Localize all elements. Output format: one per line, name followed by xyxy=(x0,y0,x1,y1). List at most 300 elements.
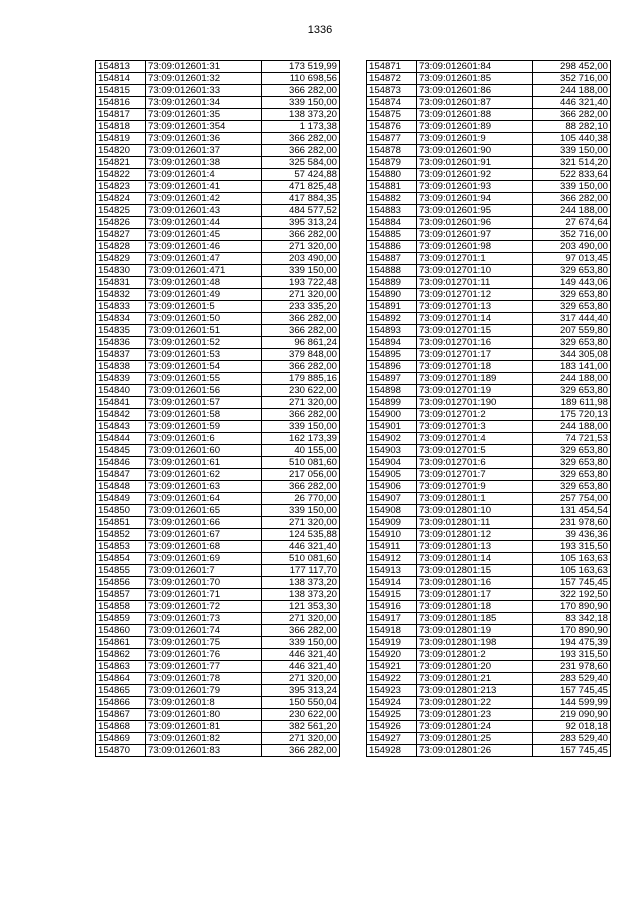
row-number: 154815 xyxy=(96,85,146,97)
table-row xyxy=(367,301,611,313)
row-number: 154873 xyxy=(367,85,417,97)
row-number: 154900 xyxy=(367,409,417,421)
cadastral-value: 329 653,80 xyxy=(533,289,611,301)
cadastral-value: 203 490,00 xyxy=(533,241,611,253)
row-number: 154910 xyxy=(367,529,417,541)
cadastral-value: 92 018,18 xyxy=(533,721,611,733)
cadastral-number: 73:09:012701:1 xyxy=(417,253,533,265)
table-row xyxy=(367,121,611,133)
row-number: 154851 xyxy=(96,517,146,529)
cadastral-value: 322 192,50 xyxy=(533,589,611,601)
cadastral-number: 73:09:012601:81 xyxy=(146,721,262,733)
table-row xyxy=(96,325,340,337)
cadastral-number: 73:09:012601:58 xyxy=(146,409,262,421)
cadastral-value: 96 861,24 xyxy=(262,337,340,349)
register-table-right xyxy=(366,60,611,757)
cadastral-value: 366 282,00 xyxy=(262,145,340,157)
cadastral-value: 170 890,90 xyxy=(533,601,611,613)
table-row xyxy=(367,349,611,361)
cadastral-number: 73:09:012701:14 xyxy=(417,313,533,325)
table-row xyxy=(96,265,340,277)
table-row xyxy=(367,109,611,121)
cadastral-number: 73:09:012801:23 xyxy=(417,709,533,721)
row-number: 154829 xyxy=(96,253,146,265)
cadastral-number: 73:09:012601:72 xyxy=(146,601,262,613)
cadastral-value: 379 848,00 xyxy=(262,349,340,361)
cadastral-number: 73:09:012701:17 xyxy=(417,349,533,361)
cadastral-number: 73:09:012601:50 xyxy=(146,313,262,325)
table-row xyxy=(367,733,611,745)
cadastral-number: 73:09:012601:92 xyxy=(417,169,533,181)
cadastral-number: 73:09:012801:15 xyxy=(417,565,533,577)
cadastral-value: 271 320,00 xyxy=(262,289,340,301)
table-row xyxy=(96,745,340,757)
row-number: 154876 xyxy=(367,121,417,133)
cadastral-value: 39 436,36 xyxy=(533,529,611,541)
cadastral-value: 366 282,00 xyxy=(533,109,611,121)
table-row xyxy=(96,445,340,457)
cadastral-value: 244 188,00 xyxy=(533,373,611,385)
cadastral-value: 230 622,00 xyxy=(262,709,340,721)
row-number: 154864 xyxy=(96,673,146,685)
cadastral-value: 271 320,00 xyxy=(262,673,340,685)
row-number: 154885 xyxy=(367,229,417,241)
table-row xyxy=(96,589,340,601)
row-number: 154839 xyxy=(96,373,146,385)
cadastral-value: 283 529,40 xyxy=(533,673,611,685)
row-number: 154912 xyxy=(367,553,417,565)
cadastral-number: 73:09:012601:45 xyxy=(146,229,262,241)
cadastral-value: 339 150,00 xyxy=(262,505,340,517)
row-number: 154917 xyxy=(367,613,417,625)
row-number: 154920 xyxy=(367,649,417,661)
row-number: 154889 xyxy=(367,277,417,289)
cadastral-number: 73:09:012601:68 xyxy=(146,541,262,553)
cadastral-number: 73:09:012601:56 xyxy=(146,385,262,397)
cadastral-number: 73:09:012801:13 xyxy=(417,541,533,553)
table-row xyxy=(96,601,340,613)
row-number: 154886 xyxy=(367,241,417,253)
cadastral-value: 193 315,50 xyxy=(533,649,611,661)
table-row xyxy=(96,253,340,265)
row-number: 154893 xyxy=(367,325,417,337)
table-row xyxy=(367,709,611,721)
cadastral-value: 74 721,53 xyxy=(533,433,611,445)
row-number: 154837 xyxy=(96,349,146,361)
cadastral-number: 73:09:012601:76 xyxy=(146,649,262,661)
row-number: 154922 xyxy=(367,673,417,685)
row-number: 154875 xyxy=(367,109,417,121)
cadastral-number: 73:09:012801:18 xyxy=(417,601,533,613)
cadastral-value: 131 454,54 xyxy=(533,505,611,517)
row-number: 154840 xyxy=(96,385,146,397)
row-number: 154818 xyxy=(96,121,146,133)
row-number: 154835 xyxy=(96,325,146,337)
page-number: 1336 xyxy=(307,24,333,36)
row-number: 154853 xyxy=(96,541,146,553)
cadastral-number: 73:09:012601:55 xyxy=(146,373,262,385)
cadastral-number: 73:09:012601:5 xyxy=(146,301,262,313)
cadastral-number: 73:09:012701:9 xyxy=(417,481,533,493)
row-number: 154822 xyxy=(96,169,146,181)
table-row xyxy=(96,409,340,421)
table-row xyxy=(96,373,340,385)
table-row xyxy=(96,469,340,481)
cadastral-value: 471 825,48 xyxy=(262,181,340,193)
table-row xyxy=(96,385,340,397)
row-number: 154861 xyxy=(96,637,146,649)
cadastral-value: 329 653,80 xyxy=(533,265,611,277)
row-number: 154881 xyxy=(367,181,417,193)
table-row xyxy=(367,193,611,205)
row-number: 154814 xyxy=(96,73,146,85)
table-row xyxy=(367,325,611,337)
table-row xyxy=(96,73,340,85)
cadastral-number: 73:09:012701:15 xyxy=(417,325,533,337)
cadastral-value: 329 653,80 xyxy=(533,481,611,493)
table-row xyxy=(367,205,611,217)
table-row xyxy=(96,733,340,745)
cadastral-value: 183 141,00 xyxy=(533,361,611,373)
cadastral-value: 484 577,52 xyxy=(262,205,340,217)
table-row xyxy=(96,397,340,409)
row-number: 154872 xyxy=(367,73,417,85)
table-row xyxy=(367,589,611,601)
row-number: 154841 xyxy=(96,397,146,409)
row-number: 154926 xyxy=(367,721,417,733)
table-row xyxy=(367,337,611,349)
cadastral-value: 366 282,00 xyxy=(262,625,340,637)
table-row xyxy=(96,613,340,625)
cadastral-value: 329 653,80 xyxy=(533,385,611,397)
row-number: 154819 xyxy=(96,133,146,145)
cadastral-value: 1 173,38 xyxy=(262,121,340,133)
row-number: 154856 xyxy=(96,577,146,589)
cadastral-value: 446 321,40 xyxy=(262,649,340,661)
row-number: 154874 xyxy=(367,97,417,109)
row-number: 154844 xyxy=(96,433,146,445)
cadastral-number: 73:09:012601:62 xyxy=(146,469,262,481)
cadastral-value: 271 320,00 xyxy=(262,241,340,253)
cadastral-value: 339 150,00 xyxy=(262,97,340,109)
table-row xyxy=(367,241,611,253)
cadastral-value: 366 282,00 xyxy=(533,193,611,205)
cadastral-number: 73:09:012601:32 xyxy=(146,73,262,85)
cadastral-number: 73:09:012701:4 xyxy=(417,433,533,445)
table-row xyxy=(367,253,611,265)
cadastral-value: 149 443,06 xyxy=(533,277,611,289)
table-row xyxy=(367,685,611,697)
row-number: 154909 xyxy=(367,517,417,529)
table-row xyxy=(96,721,340,733)
table-row xyxy=(96,301,340,313)
cadastral-number: 73:09:012601:70 xyxy=(146,577,262,589)
table-row xyxy=(96,433,340,445)
cadastral-number: 73:09:012601:86 xyxy=(417,85,533,97)
cadastral-number: 73:09:012601:93 xyxy=(417,181,533,193)
cadastral-value: 57 424,88 xyxy=(262,169,340,181)
cadastral-value: 329 653,80 xyxy=(533,445,611,457)
table-row xyxy=(367,97,611,109)
table-row xyxy=(367,541,611,553)
cadastral-value: 83 342,18 xyxy=(533,613,611,625)
table-row xyxy=(367,577,611,589)
cadastral-number: 73:09:012601:61 xyxy=(146,457,262,469)
cadastral-number: 73:09:012601:64 xyxy=(146,493,262,505)
cadastral-number: 73:09:012801:11 xyxy=(417,517,533,529)
cadastral-value: 366 282,00 xyxy=(262,361,340,373)
cadastral-number: 73:09:012801:24 xyxy=(417,721,533,733)
row-number: 154826 xyxy=(96,217,146,229)
cadastral-number: 73:09:012801:10 xyxy=(417,505,533,517)
row-number: 154925 xyxy=(367,709,417,721)
row-number: 154895 xyxy=(367,349,417,361)
table-row xyxy=(367,313,611,325)
cadastral-number: 73:09:012701:7 xyxy=(417,469,533,481)
row-number: 154904 xyxy=(367,457,417,469)
cadastral-value: 244 188,00 xyxy=(533,421,611,433)
cadastral-value: 522 833,64 xyxy=(533,169,611,181)
cadastral-number: 73:09:012601:33 xyxy=(146,85,262,97)
cadastral-number: 73:09:012601:9 xyxy=(417,133,533,145)
cadastral-value: 105 163,63 xyxy=(533,565,611,577)
row-number: 154838 xyxy=(96,361,146,373)
table-row xyxy=(96,505,340,517)
row-number: 154916 xyxy=(367,601,417,613)
table-row xyxy=(367,361,611,373)
row-number: 154820 xyxy=(96,145,146,157)
cadastral-number: 73:09:012801:198 xyxy=(417,637,533,649)
cadastral-number: 73:09:012601:36 xyxy=(146,133,262,145)
table-row xyxy=(96,637,340,649)
cadastral-number: 73:09:012601:35 xyxy=(146,109,262,121)
cadastral-value: 510 081,60 xyxy=(262,553,340,565)
cadastral-number: 73:09:012601:65 xyxy=(146,505,262,517)
row-number: 154870 xyxy=(96,745,146,757)
row-number: 154902 xyxy=(367,433,417,445)
row-number: 154888 xyxy=(367,265,417,277)
cadastral-number: 73:09:012601:59 xyxy=(146,421,262,433)
table-row xyxy=(96,145,340,157)
cadastral-value: 138 373,20 xyxy=(262,109,340,121)
cadastral-number: 73:09:012601:88 xyxy=(417,109,533,121)
row-number: 154890 xyxy=(367,289,417,301)
cadastral-value: 175 720,13 xyxy=(533,409,611,421)
row-number: 154924 xyxy=(367,697,417,709)
table-row xyxy=(367,421,611,433)
cadastral-number: 73:09:012601:98 xyxy=(417,241,533,253)
row-number: 154915 xyxy=(367,589,417,601)
table-row xyxy=(96,517,340,529)
row-number: 154845 xyxy=(96,445,146,457)
table-row xyxy=(96,577,340,589)
table-row xyxy=(367,145,611,157)
cadastral-value: 339 150,00 xyxy=(262,421,340,433)
table-row xyxy=(367,613,611,625)
cadastral-number: 73:09:012801:22 xyxy=(417,697,533,709)
row-number: 154852 xyxy=(96,529,146,541)
cadastral-number: 73:09:012801:19 xyxy=(417,625,533,637)
table-row xyxy=(367,445,611,457)
cadastral-value: 446 321,40 xyxy=(262,661,340,673)
cadastral-number: 73:09:012701:16 xyxy=(417,337,533,349)
row-number: 154859 xyxy=(96,613,146,625)
table-row xyxy=(367,409,611,421)
cadastral-number: 73:09:012801:2 xyxy=(417,649,533,661)
cadastral-number: 73:09:012601:471 xyxy=(146,265,262,277)
row-number: 154869 xyxy=(96,733,146,745)
cadastral-value: 366 282,00 xyxy=(262,133,340,145)
cadastral-number: 73:09:012601:80 xyxy=(146,709,262,721)
cadastral-number: 73:09:012801:185 xyxy=(417,613,533,625)
table-row xyxy=(96,361,340,373)
row-number: 154882 xyxy=(367,193,417,205)
row-number: 154927 xyxy=(367,733,417,745)
row-number: 154843 xyxy=(96,421,146,433)
row-number: 154834 xyxy=(96,313,146,325)
cadastral-value: 510 081,60 xyxy=(262,457,340,469)
cadastral-value: 321 514,20 xyxy=(533,157,611,169)
cadastral-number: 73:09:012601:49 xyxy=(146,289,262,301)
row-number: 154823 xyxy=(96,181,146,193)
table-row xyxy=(367,745,611,757)
cadastral-number: 73:09:012601:77 xyxy=(146,661,262,673)
table-row xyxy=(367,265,611,277)
cadastral-value: 105 440,38 xyxy=(533,133,611,145)
cadastral-number: 73:09:012601:6 xyxy=(146,433,262,445)
cadastral-number: 73:09:012701:10 xyxy=(417,265,533,277)
cadastral-number: 73:09:012601:354 xyxy=(146,121,262,133)
row-number: 154824 xyxy=(96,193,146,205)
cadastral-value: 97 013,45 xyxy=(533,253,611,265)
cadastral-value: 231 978,60 xyxy=(533,517,611,529)
row-number: 154896 xyxy=(367,361,417,373)
table-row xyxy=(367,373,611,385)
cadastral-number: 73:09:012601:47 xyxy=(146,253,262,265)
cadastral-number: 73:09:012601:54 xyxy=(146,361,262,373)
cadastral-value: 329 653,80 xyxy=(533,301,611,313)
cadastral-number: 73:09:012701:19 xyxy=(417,385,533,397)
table-row xyxy=(367,721,611,733)
cadastral-number: 73:09:012601:52 xyxy=(146,337,262,349)
cadastral-value: 352 716,00 xyxy=(533,229,611,241)
table-row xyxy=(96,133,340,145)
row-number: 154884 xyxy=(367,217,417,229)
cadastral-value: 124 535,88 xyxy=(262,529,340,541)
cadastral-value: 257 754,00 xyxy=(533,493,611,505)
table-row xyxy=(367,661,611,673)
table-row xyxy=(96,565,340,577)
table-row xyxy=(96,661,340,673)
cadastral-number: 73:09:012701:3 xyxy=(417,421,533,433)
cadastral-number: 73:09:012701:6 xyxy=(417,457,533,469)
table-row xyxy=(367,61,611,73)
row-number: 154817 xyxy=(96,109,146,121)
table-row xyxy=(96,457,340,469)
cadastral-number: 73:09:012601:60 xyxy=(146,445,262,457)
table-row xyxy=(96,625,340,637)
row-number: 154830 xyxy=(96,265,146,277)
table-row xyxy=(367,457,611,469)
table-row xyxy=(96,313,340,325)
cadastral-number: 73:09:012601:38 xyxy=(146,157,262,169)
cadastral-number: 73:09:012801:26 xyxy=(417,745,533,757)
row-number: 154911 xyxy=(367,541,417,553)
table-row xyxy=(367,493,611,505)
row-number: 154880 xyxy=(367,169,417,181)
cadastral-value: 344 305,08 xyxy=(533,349,611,361)
cadastral-number: 73:09:012601:4 xyxy=(146,169,262,181)
row-number: 154877 xyxy=(367,133,417,145)
cadastral-value: 170 890,90 xyxy=(533,625,611,637)
table-row xyxy=(96,481,340,493)
cadastral-number: 73:09:012801:25 xyxy=(417,733,533,745)
cadastral-value: 231 978,60 xyxy=(533,661,611,673)
row-number: 154828 xyxy=(96,241,146,253)
table-row xyxy=(367,637,611,649)
row-number: 154849 xyxy=(96,493,146,505)
table-row xyxy=(367,529,611,541)
cadastral-number: 73:09:012601:67 xyxy=(146,529,262,541)
table-row xyxy=(367,133,611,145)
cadastral-value: 162 173,39 xyxy=(262,433,340,445)
cadastral-value: 177 117,70 xyxy=(262,565,340,577)
cadastral-value: 138 373,20 xyxy=(262,589,340,601)
cadastral-number: 73:09:012601:51 xyxy=(146,325,262,337)
table-row xyxy=(96,529,340,541)
row-number: 154897 xyxy=(367,373,417,385)
table-row xyxy=(367,169,611,181)
cadastral-value: 40 155,00 xyxy=(262,445,340,457)
row-number: 154855 xyxy=(96,565,146,577)
cadastral-value: 339 150,00 xyxy=(262,637,340,649)
table-row xyxy=(367,601,611,613)
row-number: 154842 xyxy=(96,409,146,421)
cadastral-number: 73:09:012801:16 xyxy=(417,577,533,589)
cadastral-value: 203 490,00 xyxy=(262,253,340,265)
row-number: 154863 xyxy=(96,661,146,673)
row-number: 154914 xyxy=(367,577,417,589)
row-number: 154892 xyxy=(367,313,417,325)
row-number: 154898 xyxy=(367,385,417,397)
row-number: 154887 xyxy=(367,253,417,265)
cadastral-value: 157 745,45 xyxy=(533,685,611,697)
cadastral-number: 73:09:012601:74 xyxy=(146,625,262,637)
table-row xyxy=(96,205,340,217)
cadastral-value: 339 150,00 xyxy=(262,265,340,277)
table-row xyxy=(367,73,611,85)
cadastral-number: 73:09:012601:78 xyxy=(146,673,262,685)
table-row xyxy=(96,289,340,301)
cadastral-value: 329 653,80 xyxy=(533,457,611,469)
cadastral-value: 395 313,24 xyxy=(262,685,340,697)
cadastral-value: 26 770,00 xyxy=(262,493,340,505)
row-number: 154921 xyxy=(367,661,417,673)
row-number: 154860 xyxy=(96,625,146,637)
cadastral-value: 233 335,20 xyxy=(262,301,340,313)
cadastral-number: 73:09:012601:87 xyxy=(417,97,533,109)
cadastral-value: 157 745,45 xyxy=(533,745,611,757)
cadastral-value: 189 611,98 xyxy=(533,397,611,409)
cadastral-number: 73:09:012601:44 xyxy=(146,217,262,229)
row-number: 154847 xyxy=(96,469,146,481)
cadastral-number: 73:09:012801:21 xyxy=(417,673,533,685)
row-number: 154913 xyxy=(367,565,417,577)
cadastral-value: 366 282,00 xyxy=(262,229,340,241)
row-number: 154908 xyxy=(367,505,417,517)
cadastral-value: 325 584,00 xyxy=(262,157,340,169)
cadastral-number: 73:09:012601:79 xyxy=(146,685,262,697)
